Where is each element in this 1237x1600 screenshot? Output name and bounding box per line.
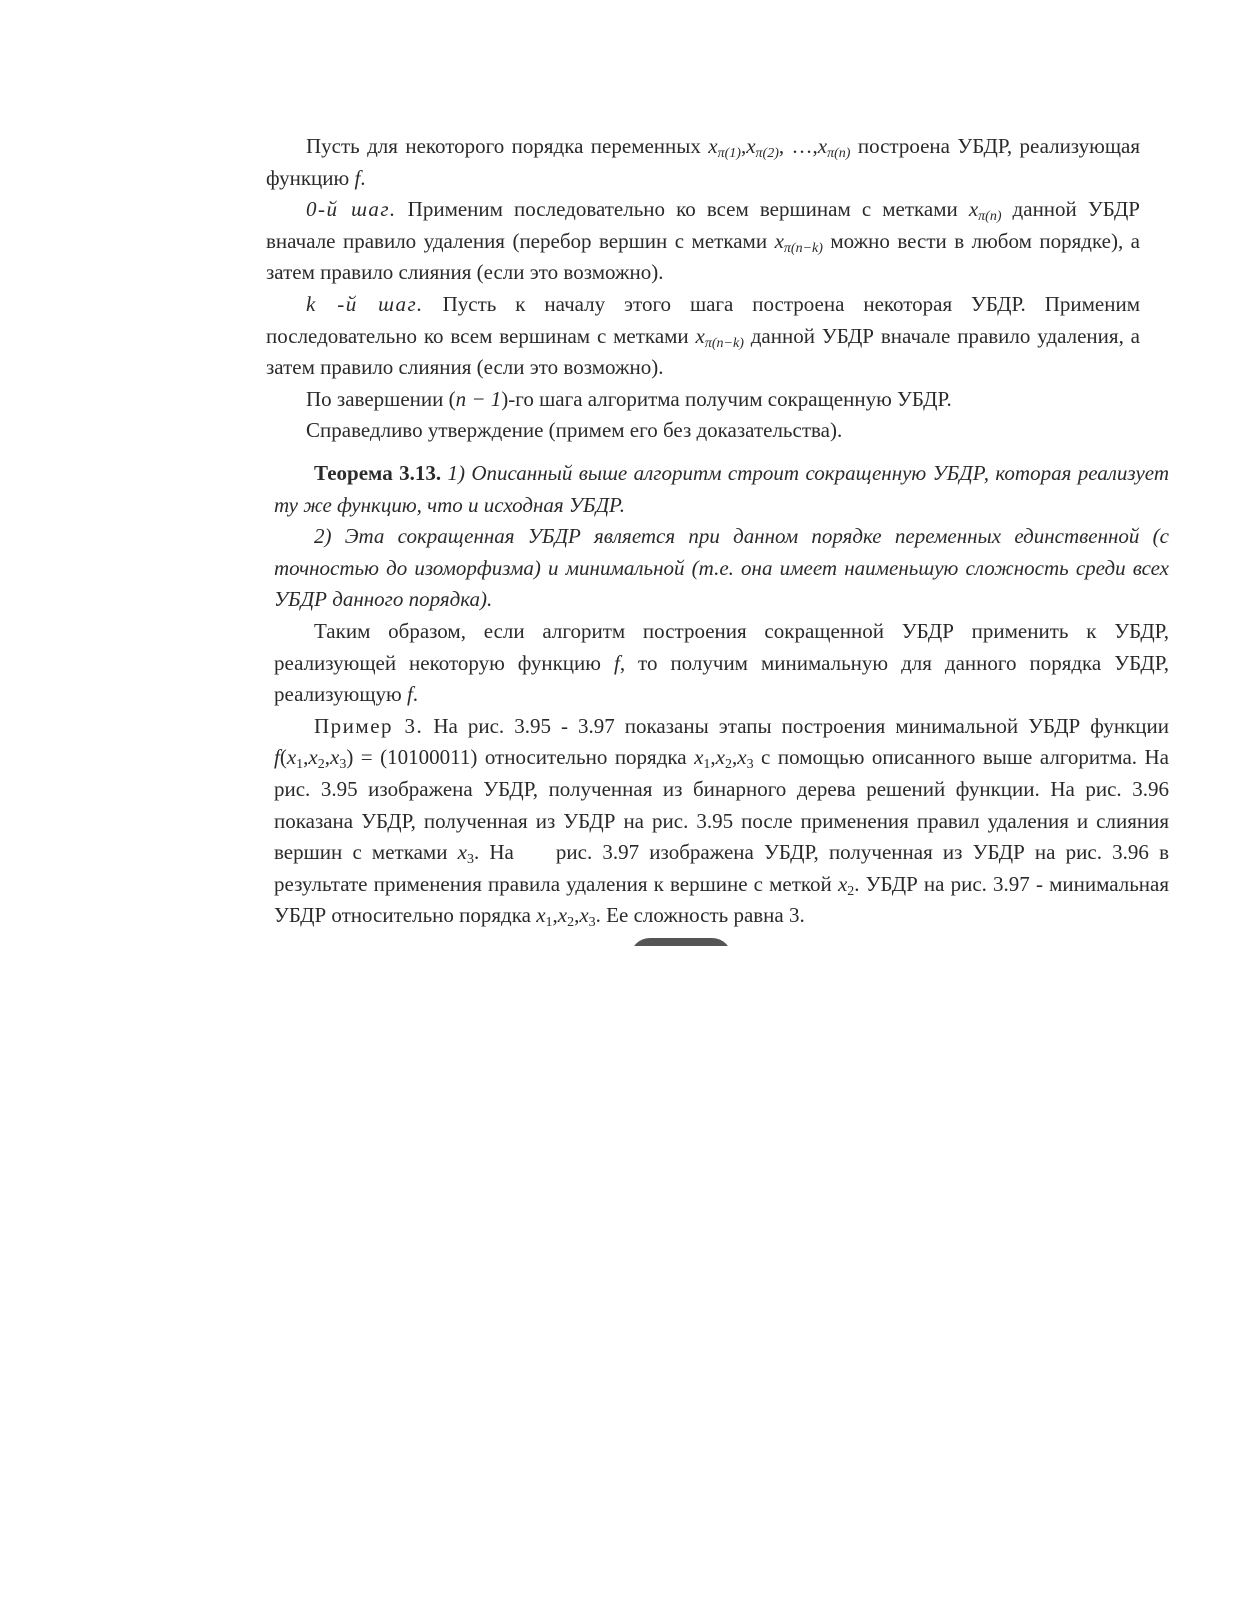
theorem-part-2: 2) Эта сокращенная УБДР является при данном порядке переменных единственной (с точностью до изоморфизма) и минимальной (т.е. она имеет наименьшую сложность среди всех УБДР данного порядка). (274, 524, 1169, 612)
text-run: с помощью описанного выше алгоритма. На рис. 3.95 изображена УБДР, полученная из бинарного дерева решений функции. На рис. 3.96 показана УБДР, полученная из УБДР на рис. 3.95 после применения правил удаления и слияния вершин с метками (274, 745, 1169, 865)
formula-x-pi-sequence: $x_{\pi(1)},x_{\pi(2)}$, $\dots,x_{\pi(n)}$ (708, 134, 851, 161)
formula-x-pi-n: $x_{\pi(n)}$ (968, 197, 1002, 225)
text-run: Применим последовательно ко всем вершинам с метками (396, 197, 969, 222)
theorem-text: 1) Описанный выше алгоритм строит сокращенную УБДР, которая реализует ту же функцию, что и исходная УБДР. (274, 461, 1169, 517)
theorem-label: Теорема 3.13. (314, 461, 442, 485)
text-run: построена УБДР, реализующая функцию (266, 134, 1141, 190)
formula-f: f (354, 165, 361, 190)
formula-order-x1-x2-x3: $x_1,x_2,x_3$ (536, 903, 596, 931)
formula-x-pi-n-k: $x_{\pi(n-k)}$ (695, 323, 744, 351)
text-run: можно вести в любом порядке), а затем правило слияния (если это возможно). (266, 228, 1140, 285)
formula-f: f (613, 650, 620, 675)
text-run: На рис. 3.95 - 3.97 показаны этапы построения минимальной УБДР функции (423, 713, 1170, 738)
formula-x3: $x_3$ (457, 840, 474, 868)
paragraph-example (274, 711, 1169, 932)
paragraph-step-k (266, 289, 1140, 384)
text-run: Пусть к началу этого шага построена некоторая УБДР. Применим последовательно ко всем вершинам с метками (266, 291, 1141, 348)
paragraph-completion (266, 384, 1140, 416)
text-run: Таким образом, если алгоритм построения сокращенной УБДР применить к УБДР, реализующей некоторую функцию (274, 618, 1169, 675)
text-run: . (412, 682, 419, 707)
paragraph-statement: Справедливо утверждение (примем его без доказательства). (306, 418, 843, 443)
formula-x-pi-n-k: $x_{\pi(n-k)}$ (774, 228, 823, 256)
paragraph-conclusion (274, 616, 1169, 711)
text-run: , то получим минимальную для данного порядка УБДР, реализующую (274, 650, 1169, 707)
text-block-top (266, 131, 1140, 447)
text-run: По завершении ( (306, 386, 456, 411)
formula-x2: $x_2$ (837, 871, 855, 899)
blank-area (600, 946, 760, 976)
text-run: данной УБДР вначале правило удаления, а затем правило слияния (если это возможно). (266, 323, 1141, 380)
formula-order-x1-x2-x3: $x_1,x_2,x_3$ (694, 745, 754, 773)
text-run: данной УБДР вначале правило удаления (перебор вершин с метками (266, 197, 1140, 253)
paragraph-step-0 (266, 194, 1140, 289)
formula-n-minus-1: n − 1 (455, 386, 502, 411)
paragraph-order (266, 131, 1140, 194)
text-block-bottom (274, 458, 1169, 932)
text-run: относительно порядка (477, 745, 695, 770)
formula-f: f (406, 682, 413, 707)
formula-f-of-x: $f(x_1,x_2,x_3) = (10100011)$ (274, 745, 478, 773)
example-label: Пример 3. (314, 713, 424, 738)
step-k-label: k -й шаг. (306, 291, 424, 316)
text-run: . На (473, 840, 514, 865)
text-run: . Ее сложность равна 3. (595, 903, 805, 928)
text-run: . УБДР на рис. 3.97 - минимальная УБДР относительно порядка (274, 871, 1170, 928)
text-run: )-го шага алгоритма получим сокращенную УБДР. (501, 386, 952, 411)
step-0-label: 0-й шаг. (306, 197, 397, 222)
theorem-part-1 (274, 458, 1169, 521)
text-run: рис. 3.97 изображена УБДР, полученная из УБДР на рис. 3.96 в результате применения правила удаления к вершине с меткой (274, 840, 1169, 896)
text-run: Пусть для некоторого порядка переменных (306, 134, 709, 158)
text-run: . (360, 165, 366, 190)
